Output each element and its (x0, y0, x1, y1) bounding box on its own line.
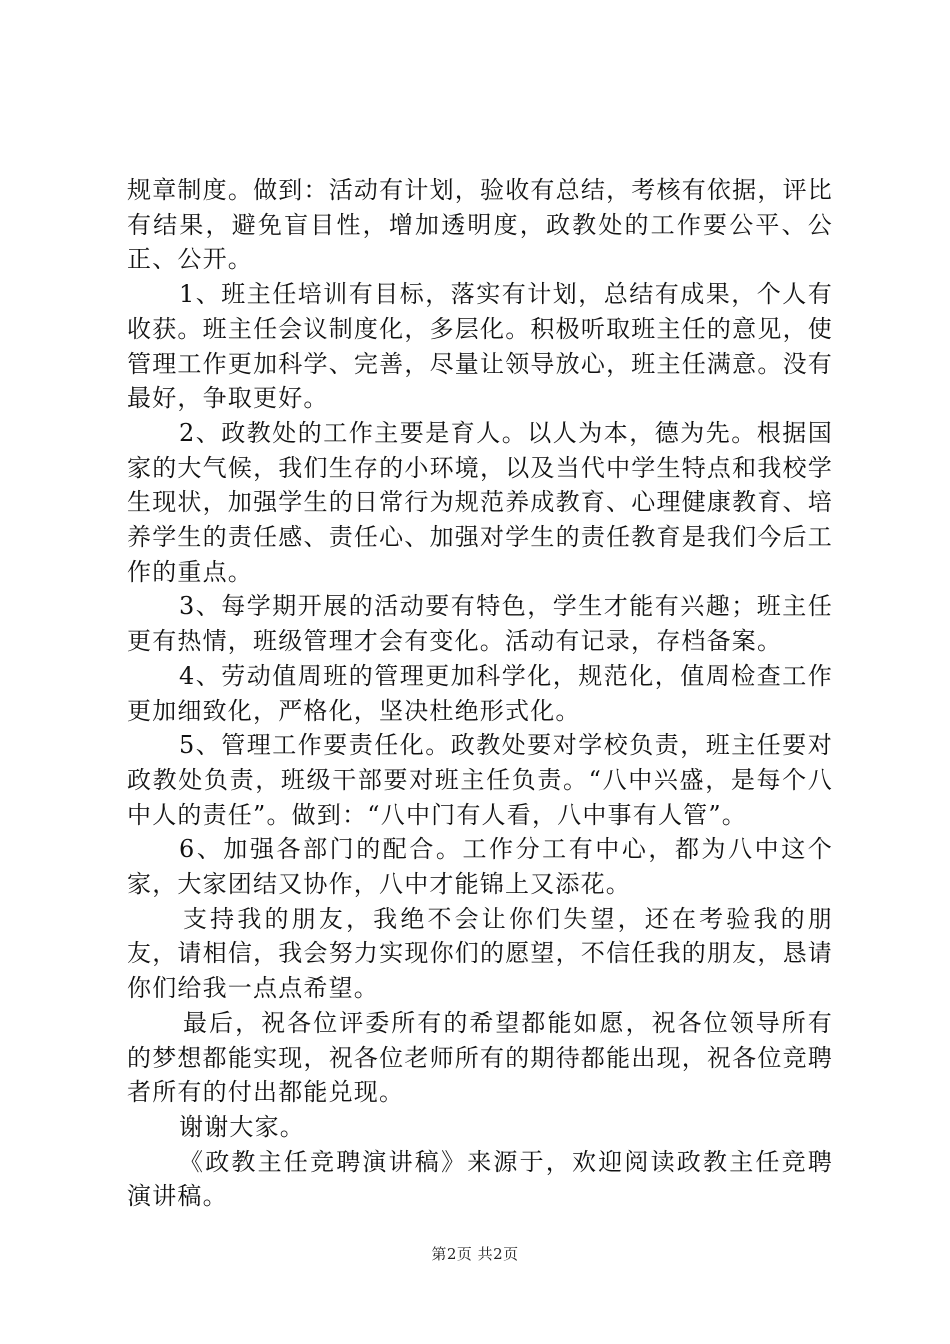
paragraph-thanks: 谢谢大家。 (179, 1112, 305, 1141)
paragraph-item-1: 1、班主任培训有目标，落实有计划，总结有成果，个人有收获。班主任会议制度化，多层化。积极听取班主任的意见，使管理工作更加科学、完善，尽量让领导放心，班主任满意。没有最好，争取更好。 (127, 280, 833, 413)
paragraph-item-3: 3、每学期开展的活动要有特色，学生才能有兴趣；班主任更有热情，班级管理才会有变化。活动有记录，存档备案。 (127, 592, 833, 656)
document-body (127, 173, 833, 1214)
paragraph-item-6: 6、加强各部门的配合。工作分工有中心，都为八中这个家，大家团结又协作，八中才能锦上又添花。 (127, 835, 833, 899)
paragraph-rules-continuation: 规章制度。做到：活动有计划，验收有总结，考核有依据，评比有结果，避免盲目性，增加透明度，政教处的工作要公平、公正、公开。 (127, 176, 833, 274)
paragraph-supporters: 支持我的朋友，我绝不会让你们失望，还在考验我的朋友，请相信，我会努力实现你们的愿望，不信任我的朋友，恳请你们给我一点点希望。 (127, 904, 833, 1003)
paragraph-source-note: 《政教主任竞聘演讲稿》来源于，欢迎阅读政教主任竞聘演讲稿。 (127, 1147, 833, 1211)
paragraph-item-5: 5、管理工作要责任化。政教处要对学校负责，班主任要对政教处负责，班级干部要对班主任负责。“八中兴盛，是每个八中人的责任”。做到：“八中门有人看，八中事有人管”。 (127, 731, 833, 829)
page-number-footer: 第2页 共2页 (431, 1245, 519, 1263)
paragraph-closing-wishes: 最后，祝各位评委所有的希望都能如愿，祝各位领导所有的梦想都能实现，祝各位老师所有的期待都能出现，祝各位竞聘者所有的付出都能兑现。 (127, 1008, 833, 1107)
paragraph-item-4: 4、劳动值周班的管理更加科学化，规范化，值周检查工作更加细致化，严格化，坚决杜绝形式化。 (127, 661, 833, 725)
paragraph-item-2: 2、政教处的工作主要是育人。以人为本，德为先。根据国家的大气候，我们生存的小环境，以及当代中学生特点和我校学生现状，加强学生的日常行为规范养成教育、心理健康教育、培养学生的责任感、责任心、加强对学生的责任教育是我们今后工作的重点。 (127, 418, 833, 586)
